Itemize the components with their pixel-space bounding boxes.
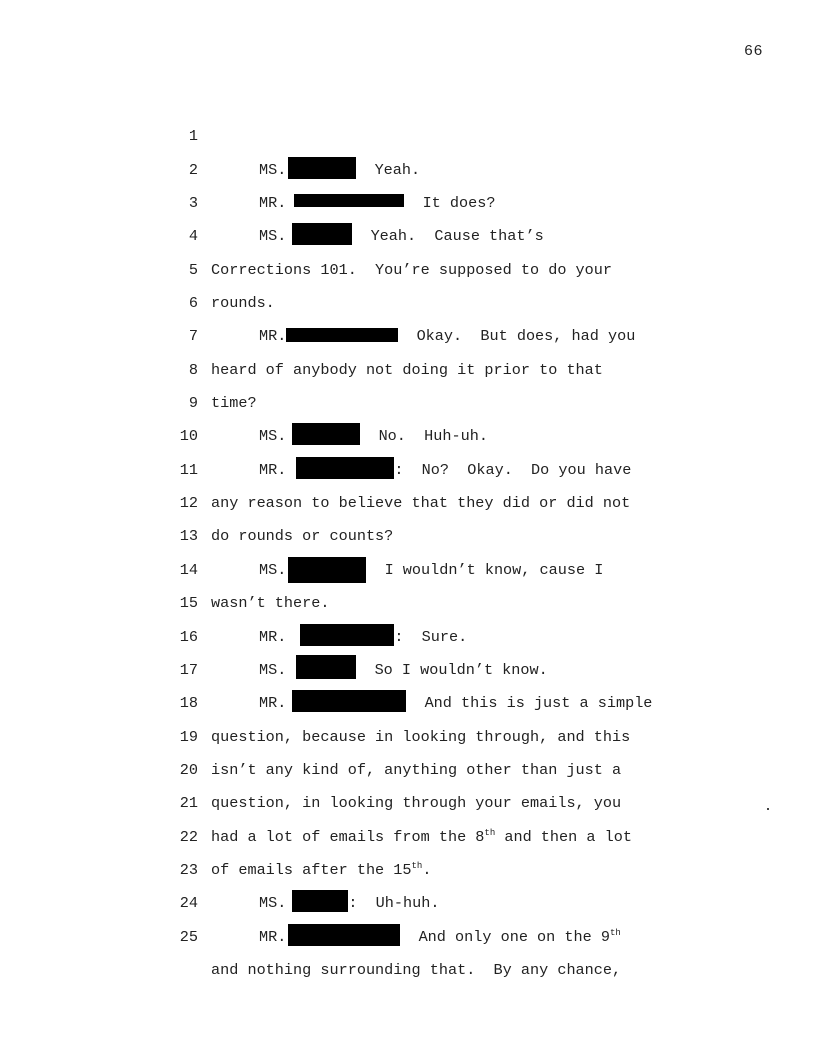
speaker-label: MS. [259, 427, 287, 446]
spoken-text: It does? [404, 194, 496, 213]
speaker-label: MR. [259, 694, 287, 713]
line-number: 18 [179, 694, 198, 713]
spoken-text: : Sure. [394, 627, 468, 646]
page-number: 66 [744, 43, 764, 60]
transcript-body [170, 87, 690, 979]
speaker-label: MS. [259, 160, 287, 179]
line-number: 22 [179, 827, 198, 846]
spoken-text: Okay. But does, had you [398, 327, 636, 346]
line-number: 14 [179, 560, 198, 579]
speaker-label: MR. [259, 627, 287, 646]
line-number: 8 [188, 360, 198, 379]
line-number: 24 [179, 894, 198, 913]
line-number: 5 [188, 260, 198, 279]
line-number: 6 [188, 294, 198, 313]
line-number: 25 [179, 927, 198, 946]
speaker-label: MR. [259, 927, 287, 946]
speaker-label: MR. [259, 460, 287, 479]
line-number: 16 [179, 627, 198, 646]
spoken-text: I wouldn’t know, cause I [366, 560, 604, 579]
line-text: isn’t any kind of, anything other than just a [211, 760, 622, 779]
spoken-text: Yeah. Cause that’s [352, 227, 544, 246]
line-text: and nothing surrounding that. By any chance, [211, 960, 622, 979]
speaker-label: MS. [259, 894, 287, 913]
spoken-text: had a lot of emails from the 8 [211, 827, 485, 846]
line-number: 15 [179, 594, 198, 613]
line-text: question, because in looking through, and this [211, 727, 631, 746]
spoken-text: : No? Okay. Do you have [394, 460, 632, 479]
line-number: 11 [179, 460, 198, 479]
speaker-label: MS. [259, 560, 287, 579]
line-number: 9 [188, 394, 198, 413]
line-number: 12 [179, 494, 198, 513]
ordinal-suffix: th [411, 860, 423, 871]
line-text: Corrections 101. You’re supposed to do your [211, 260, 613, 279]
spoken-text: So I wouldn’t know. [356, 660, 548, 679]
ordinal-suffix: th [609, 927, 621, 938]
spoken-text-tail: and then a lot [495, 827, 632, 846]
line-number: 13 [179, 527, 198, 546]
line-text: time? [211, 394, 257, 413]
spoken-text: : Uh-huh. [348, 894, 440, 913]
line-number: 23 [179, 860, 198, 879]
line-text: rounds. [211, 294, 275, 313]
spoken-text: of emails after the 15 [211, 860, 412, 879]
line-number: 4 [188, 227, 198, 246]
spoken-text: And only one on the 9 [400, 927, 610, 946]
stray-mark [767, 808, 769, 810]
speaker-label: MR. [259, 194, 287, 213]
line-number: 7 [188, 327, 198, 346]
line-text: question, in looking through your emails, you [211, 794, 622, 813]
speaker-label: MS. [259, 660, 287, 679]
spoken-text-tail: . [422, 860, 432, 879]
speaker-label: MS. [259, 227, 287, 246]
line-text: do rounds or counts? [211, 527, 394, 546]
spoken-text: And this is just a simple [406, 694, 653, 713]
line-number: 21 [179, 794, 198, 813]
spoken-text: No. Huh-uh. [360, 427, 488, 446]
line-number: 17 [179, 660, 198, 679]
redaction-block [288, 924, 400, 946]
line-text: heard of anybody not doing it prior to that [211, 360, 603, 379]
line-number: 1 [188, 127, 198, 146]
spoken-text: Yeah. [356, 160, 421, 179]
line-number: 20 [179, 760, 198, 779]
transcript-line [170, 87, 690, 179]
speaker-label: MR. [259, 327, 287, 346]
line-number: 2 [188, 160, 198, 179]
line-text [211, 921, 621, 954]
line-text: any reason to believe that they did or did not [211, 494, 631, 513]
line-text: wasn’t there. [211, 594, 330, 613]
ordinal-suffix: th [484, 827, 496, 838]
line-number: 19 [179, 727, 198, 746]
line-number: 10 [179, 427, 198, 446]
line-number: 3 [188, 194, 198, 213]
